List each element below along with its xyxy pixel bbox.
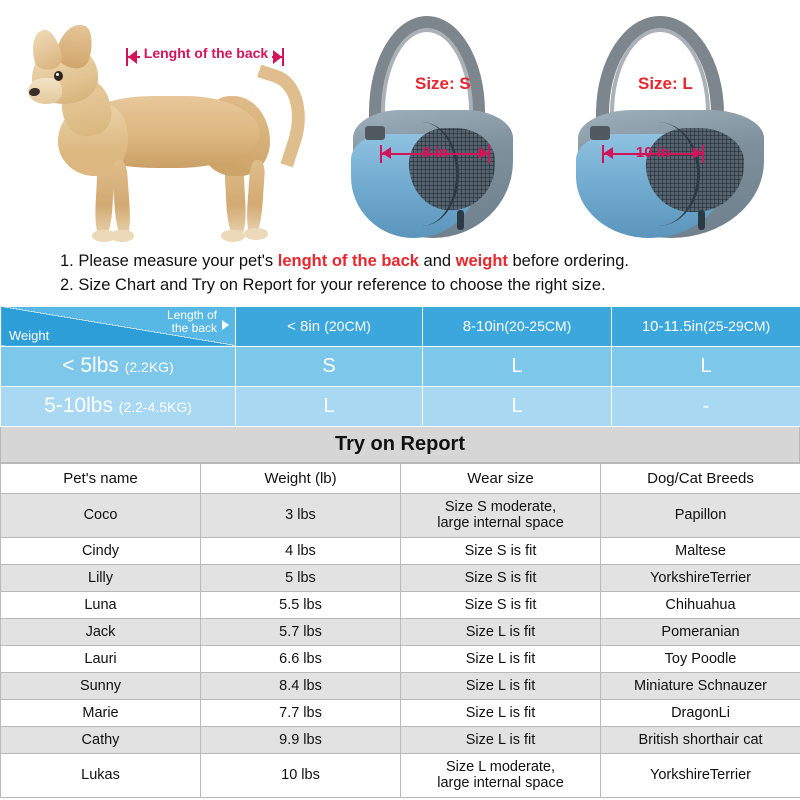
table-row — [1, 699, 800, 726]
report-cell-weight: 6.6 lbs — [201, 645, 401, 672]
instruction-1-part-b: and — [418, 252, 456, 270]
col-header-main: 8-10in — [462, 317, 505, 335]
report-cell-name: Cindy — [1, 537, 201, 564]
size-label-l: Size: L — [638, 74, 693, 93]
instruction-1-part-a: 1. Please measure your pet's — [60, 252, 278, 270]
report-cell-weight: 4 lbs — [201, 537, 401, 564]
dog-illustration — [10, 8, 310, 246]
arrow-right-icon — [273, 50, 282, 64]
instruction-1-highlight-weight: weight — [455, 252, 508, 270]
corner-back-length-label — [167, 309, 217, 335]
try-on-report-title: Try on Report — [0, 427, 800, 463]
instruction-1-highlight-back-length: lenght of the back — [277, 252, 419, 270]
size-chart-col-header-3 — [612, 306, 800, 346]
report-col-header-weight: Weight (lb) — [201, 463, 401, 493]
size-chart-cell: L — [423, 386, 612, 426]
report-cell-breed: Pomeranian — [601, 618, 800, 645]
report-cell-weight: 5.7 lbs — [201, 618, 401, 645]
size-chart-cell: S — [236, 346, 423, 386]
report-header-row — [1, 463, 800, 493]
report-cell-breed: Toy Poodle — [601, 645, 800, 672]
bag-zipper-pull — [698, 210, 705, 230]
table-row — [1, 753, 800, 797]
dog-paw — [221, 230, 245, 242]
report-cell-weight: 5 lbs — [201, 564, 401, 591]
carrier-bag-size-s — [335, 10, 540, 240]
corner-back-line-1: Length of — [166, 307, 217, 322]
report-cell-weight: 3 lbs — [201, 493, 401, 537]
report-cell-breed: DragonLi — [601, 699, 800, 726]
table-row — [1, 645, 800, 672]
row-label-sub: (2.2KG) — [124, 359, 174, 376]
size-chart-cell: - — [612, 386, 800, 426]
col-header-main: 10-11.5in — [641, 317, 704, 335]
table-row — [1, 591, 800, 618]
back-length-label: Lenght of the back — [140, 45, 272, 61]
carrier-bag-size-l — [560, 10, 790, 240]
report-cell-wear-size: Size L is fit — [401, 699, 601, 726]
report-cell-weight: 9.9 lbs — [201, 726, 401, 753]
report-cell-weight: 10 lbs — [201, 753, 401, 797]
instructions-block — [0, 246, 800, 306]
report-cell-weight: 8.4 lbs — [201, 672, 401, 699]
arrow-left-icon — [128, 50, 137, 64]
report-cell-name: Lauri — [1, 645, 201, 672]
report-cell-wear-size: Size L is fit — [401, 645, 601, 672]
report-cell-breed: Maltese — [601, 537, 800, 564]
arrow-right-icon — [222, 320, 229, 330]
col-header-sub: (20-25CM) — [504, 317, 572, 334]
row-label-main: 5-10lbs — [44, 394, 119, 418]
instruction-line-1 — [60, 250, 782, 274]
report-cell-name: Coco — [1, 493, 201, 537]
report-cell-breed: Papillon — [601, 493, 800, 537]
report-cell-wear-size: Size L moderate, large internal space — [401, 753, 601, 797]
report-cell-name: Jack — [1, 618, 201, 645]
instruction-line-2: 2. Size Chart and Try on Report for your reference to choose the right size. — [60, 275, 606, 294]
bag-width-measurement-l — [602, 144, 704, 164]
dog-eye — [54, 71, 63, 81]
table-row — [1, 672, 800, 699]
size-chart-row — [1, 346, 800, 386]
table-row — [1, 493, 800, 537]
measurement-cap — [282, 48, 284, 66]
size-chart-table — [0, 306, 800, 427]
row-label-sub: (2.2-4.5KG) — [118, 399, 192, 416]
report-cell-breed: YorkshireTerrier — [601, 753, 800, 797]
size-chart-col-header-2 — [423, 306, 612, 346]
size-chart-row — [1, 386, 800, 426]
size-chart-cell: L — [612, 346, 800, 386]
report-cell-breed: British shorthair cat — [601, 726, 800, 753]
row-label-main: < 5lbs — [62, 354, 125, 378]
table-row — [1, 537, 800, 564]
corner-weight-label: Weight — [9, 327, 50, 343]
size-chart-cell: L — [236, 386, 423, 426]
size-chart-row-label-1 — [1, 346, 236, 386]
report-cell-breed: YorkshireTerrier — [601, 564, 800, 591]
report-cell-wear-size: Size S is fit — [401, 564, 601, 591]
report-cell-wear-size: Size L is fit — [401, 618, 601, 645]
dog-paw — [244, 228, 268, 240]
hero-illustration — [0, 0, 800, 246]
bag-width-measurement-s — [380, 144, 490, 164]
report-col-header-wear-size: Wear size — [401, 463, 601, 493]
report-cell-name: Marie — [1, 699, 201, 726]
report-cell-wear-size: Size L is fit — [401, 672, 601, 699]
report-cell-wear-size: Size L is fit — [401, 726, 601, 753]
report-cell-name: Cathy — [1, 726, 201, 753]
bag-width-label-l: 10 in — [635, 144, 671, 161]
bag-width-label-s: 8 in — [422, 144, 448, 161]
report-col-header-name: Pet's name — [1, 463, 201, 493]
size-chart-row-label-2 — [1, 386, 236, 426]
size-chart-col-header-1 — [236, 306, 423, 346]
try-on-report-table — [0, 463, 800, 798]
report-cell-wear-size: Size S moderate, large internal space — [401, 493, 601, 537]
report-cell-weight: 7.7 lbs — [201, 699, 401, 726]
bag-zipper-pull — [457, 210, 464, 230]
table-row — [1, 564, 800, 591]
report-cell-wear-size: Size S is fit — [401, 591, 601, 618]
bag-buckle — [365, 126, 385, 140]
report-cell-wear-size: Size S is fit — [401, 537, 601, 564]
bag-buckle — [590, 126, 610, 140]
report-cell-breed: Chihuahua — [601, 591, 800, 618]
corner-back-line-2: the back — [171, 321, 217, 336]
size-label-s: Size: S — [415, 74, 471, 93]
size-chart-header-row — [1, 306, 800, 346]
report-cell-name: Luna — [1, 591, 201, 618]
report-cell-name: Lukas — [1, 753, 201, 797]
table-row — [1, 726, 800, 753]
report-cell-breed: Miniature Schnauzer — [601, 672, 800, 699]
col-header-sub: (25-29CM) — [703, 317, 771, 334]
size-chart-cell: L — [423, 346, 612, 386]
back-length-measurement-arrow — [126, 46, 284, 68]
col-header-sub: (20CM) — [324, 317, 371, 334]
size-chart-corner-cell — [1, 306, 236, 346]
report-cell-name: Sunny — [1, 672, 201, 699]
col-header-main: < 8in — [287, 317, 325, 335]
report-cell-name: Lilly — [1, 564, 201, 591]
report-col-header-breeds: Dog/Cat Breeds — [601, 463, 800, 493]
dog-paw — [110, 230, 134, 242]
table-row — [1, 618, 800, 645]
instruction-1-part-c: before ordering. — [507, 252, 629, 270]
dog-leg — [111, 160, 131, 237]
report-cell-weight: 5.5 lbs — [201, 591, 401, 618]
